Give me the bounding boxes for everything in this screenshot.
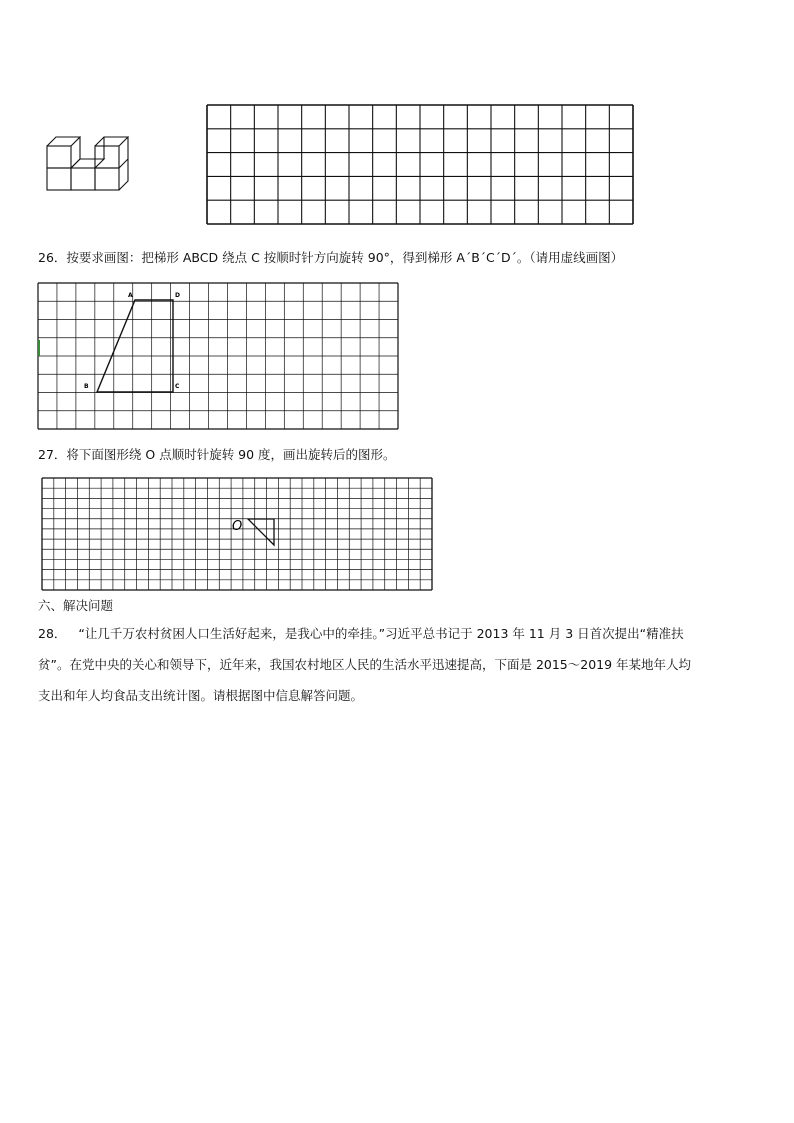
question-number: 26． xyxy=(38,250,67,265)
question-28 xyxy=(38,618,768,711)
grid-lines xyxy=(38,283,398,429)
question-text: 按要求画图：把梯形 ABCD 绕点 C 按顺时针方向旋转 90°，得到梯形 A´B´C´D´。（请用虚线画图） xyxy=(66,250,624,265)
label-c: C xyxy=(175,383,180,390)
question-26 xyxy=(38,249,623,267)
trapezoid-grid[interactable] xyxy=(37,282,401,432)
answer-grid-top[interactable] xyxy=(206,104,636,226)
cube-stack-figure xyxy=(40,122,140,196)
question-28-line-1: “让几千万农村贫困人口生活好起来，是我心中的牵挂。”习近平总书记于 2013 年 11 月 3 日首次提出“精准扶 xyxy=(78,626,684,641)
triangle-figure xyxy=(248,519,274,545)
point-o-label: O xyxy=(232,519,243,534)
question-28-line-3: 支出和年人均食品支出统计图。请根据图中信息解答问题。 xyxy=(38,688,364,703)
label-a: A xyxy=(128,292,133,299)
rotation-grid[interactable] xyxy=(41,477,435,593)
label-d: D xyxy=(175,292,180,299)
grid-lines xyxy=(42,478,432,590)
question-28-line-2: 贫”。在党中央的关心和领导下，近年来，我国农村地区人民的生活水平迅速提高，下面是 2015～2019 年某地年人均 xyxy=(38,657,692,672)
question-27 xyxy=(38,446,396,464)
label-b: B xyxy=(84,383,89,390)
question-number: 28． xyxy=(38,626,67,641)
trapezoid-abcd xyxy=(97,300,173,392)
section-title: 六、解决问题 xyxy=(38,598,114,613)
question-number: 27． xyxy=(38,447,67,462)
question-text: 将下面图形绕 O 点顺时针旋转 90 度，画出旋转后的图形。 xyxy=(66,447,396,462)
